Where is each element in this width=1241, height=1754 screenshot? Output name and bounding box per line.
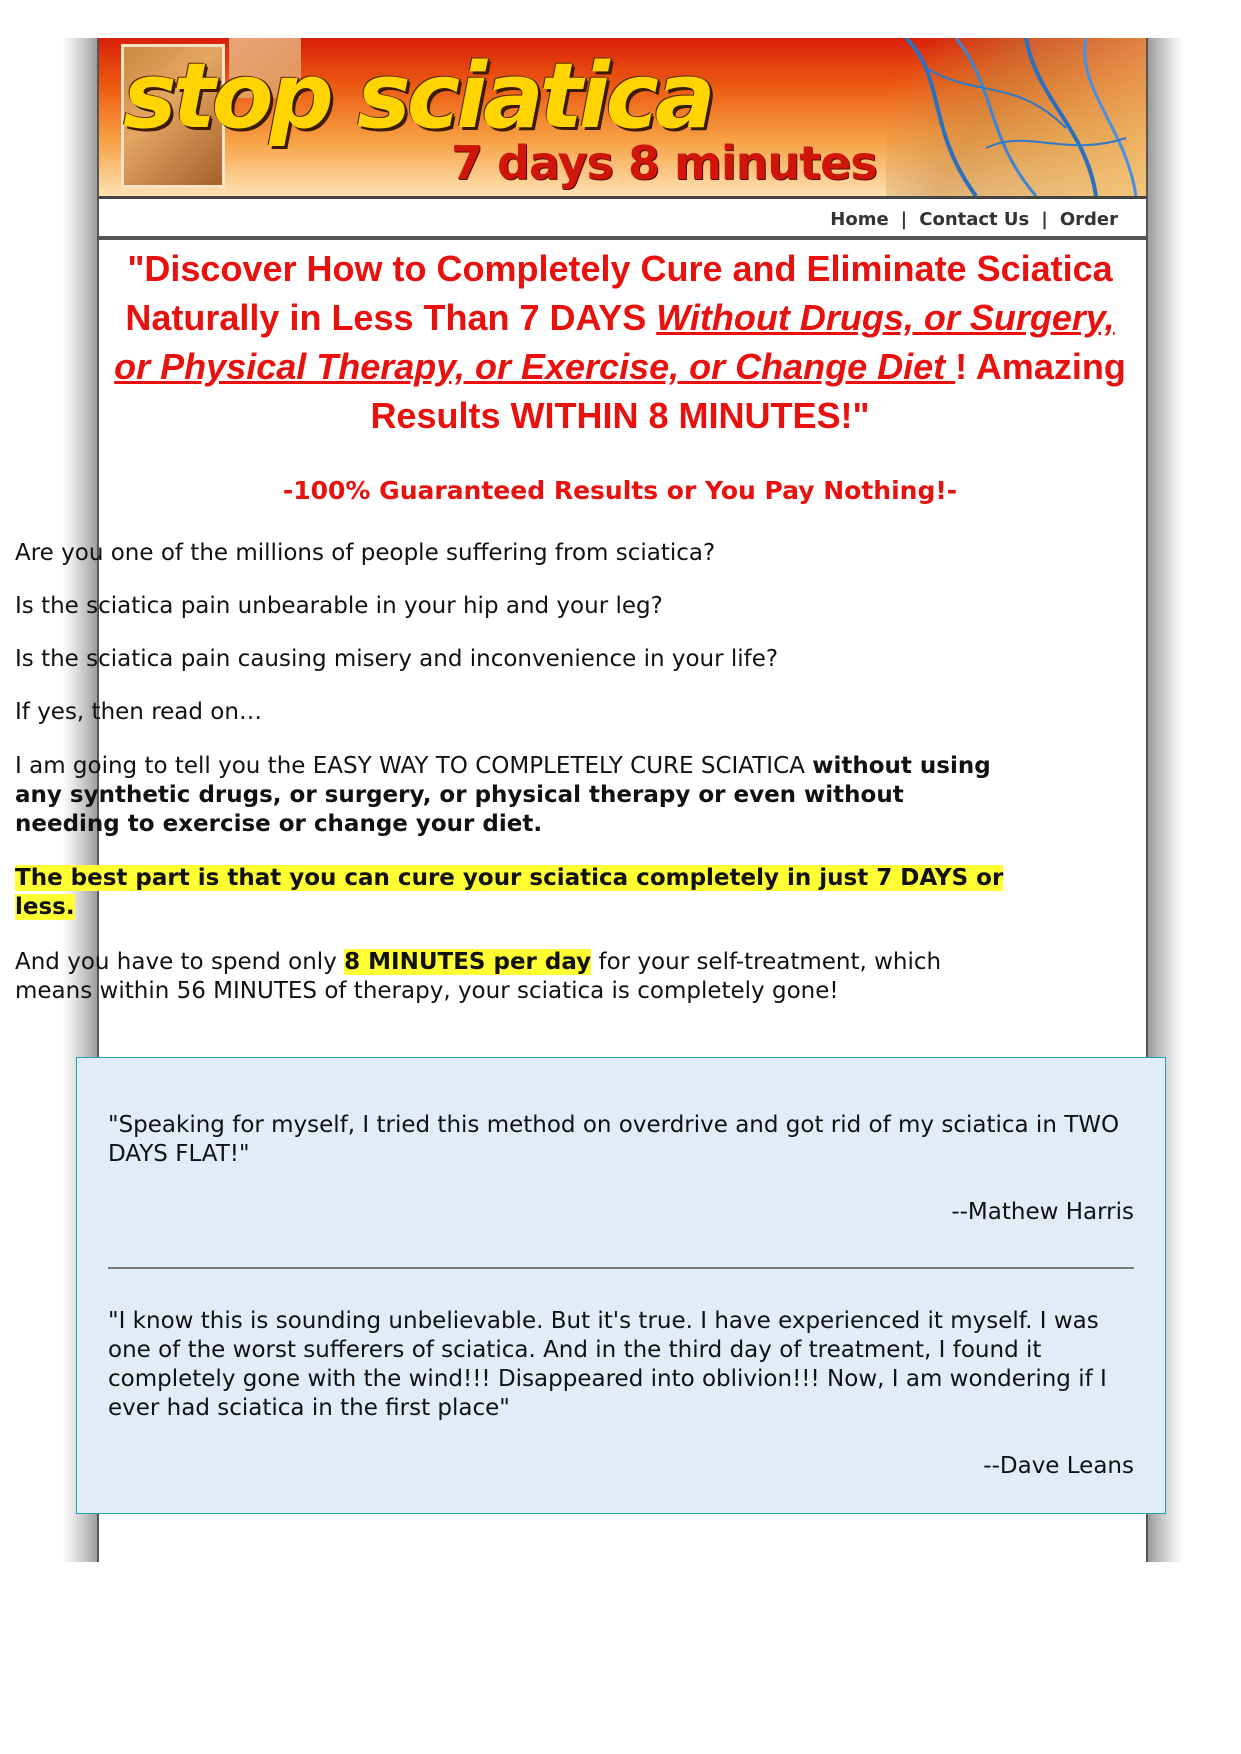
question-2: Is the sciatica pain unbearable in your hip and your leg?	[15, 593, 663, 619]
question-4: If yes, then read on…	[15, 699, 262, 725]
banner-subtitle: 7 days 8 minutes	[451, 136, 877, 190]
nerve-illustration	[886, 38, 1146, 196]
question-3: Is the sciatica pain causing misery and inconvenience in your life?	[15, 646, 779, 672]
testimonials-box	[76, 1057, 1166, 1514]
nav-separator: |	[900, 209, 908, 230]
minutes-before: And you have to spend only	[15, 949, 345, 975]
paragraph-easy-way	[15, 752, 1005, 839]
paragraph-easy-way-normal: I am going to tell you the EASY WAY TO COMPLETELY CURE SCIATICA	[15, 753, 813, 779]
testimonial-divider	[108, 1267, 1134, 1269]
headline-part2: ! Amazing Results WITHIN 8 MINUTES!"	[370, 346, 1126, 436]
testimonial-author: --Mathew Harris	[951, 1199, 1134, 1225]
guarantee-text: -100% Guaranteed Results or You Pay Nothing!-	[282, 476, 958, 505]
minutes-after: for your self-treatment, which means within 56 MINUTES of therapy, your sciatica is completely gone!	[15, 949, 942, 1004]
headline	[110, 244, 1130, 440]
paragraph-easy-way-bold: without using any synthetic drugs, or surgery, or physical therapy or even without needing to exercise or change your diet.	[15, 753, 991, 837]
testimonial-quote: "I know this is sounding unbelievable. But it's true. I have experienced it myself. I was one of the worst sufferers of sciatica. And in the third day of treatment, I found it completely gone with the wind!!! Disappeared into oblivion!!! Now, I am wondering if I ever had sciatica in the first place"	[108, 1308, 1107, 1421]
nav-order-link[interactable]: Order	[1059, 209, 1118, 230]
nav-separator: |	[1041, 209, 1048, 230]
nav-home-link[interactable]: Home	[830, 209, 889, 230]
paragraph-minutes	[15, 948, 1015, 1006]
paragraph-best-part	[15, 864, 1035, 922]
testimonial-quote: "Speaking for myself, I tried this method on overdrive and got rid of my sciatica in TWO DAYS FLAT!"	[108, 1112, 1120, 1167]
question-1: Are you one of the millions of people suffering from sciatica?	[15, 540, 716, 566]
nav-contact-link[interactable]: Contact Us	[919, 209, 1030, 230]
header-banner	[99, 38, 1146, 196]
best-part-highlight: The best part is that you can cure your sciatica completely in just 7 DAYS or less.	[15, 865, 1004, 920]
headline-underlined: Without Drugs, or Surgery, or Physical Therapy, or Exercise, or Change Diet	[114, 297, 1115, 387]
headline-part1: "Discover How to Completely Cure and Eliminate Sciatica Naturally in Less Than 7 DAYS	[125, 248, 1113, 338]
minutes-highlight: 8 MINUTES per day	[344, 949, 592, 975]
testimonial-author: --Dave Leans	[983, 1453, 1134, 1479]
banner-title: stop sciatica	[123, 44, 712, 149]
nav-bar	[99, 196, 1146, 240]
